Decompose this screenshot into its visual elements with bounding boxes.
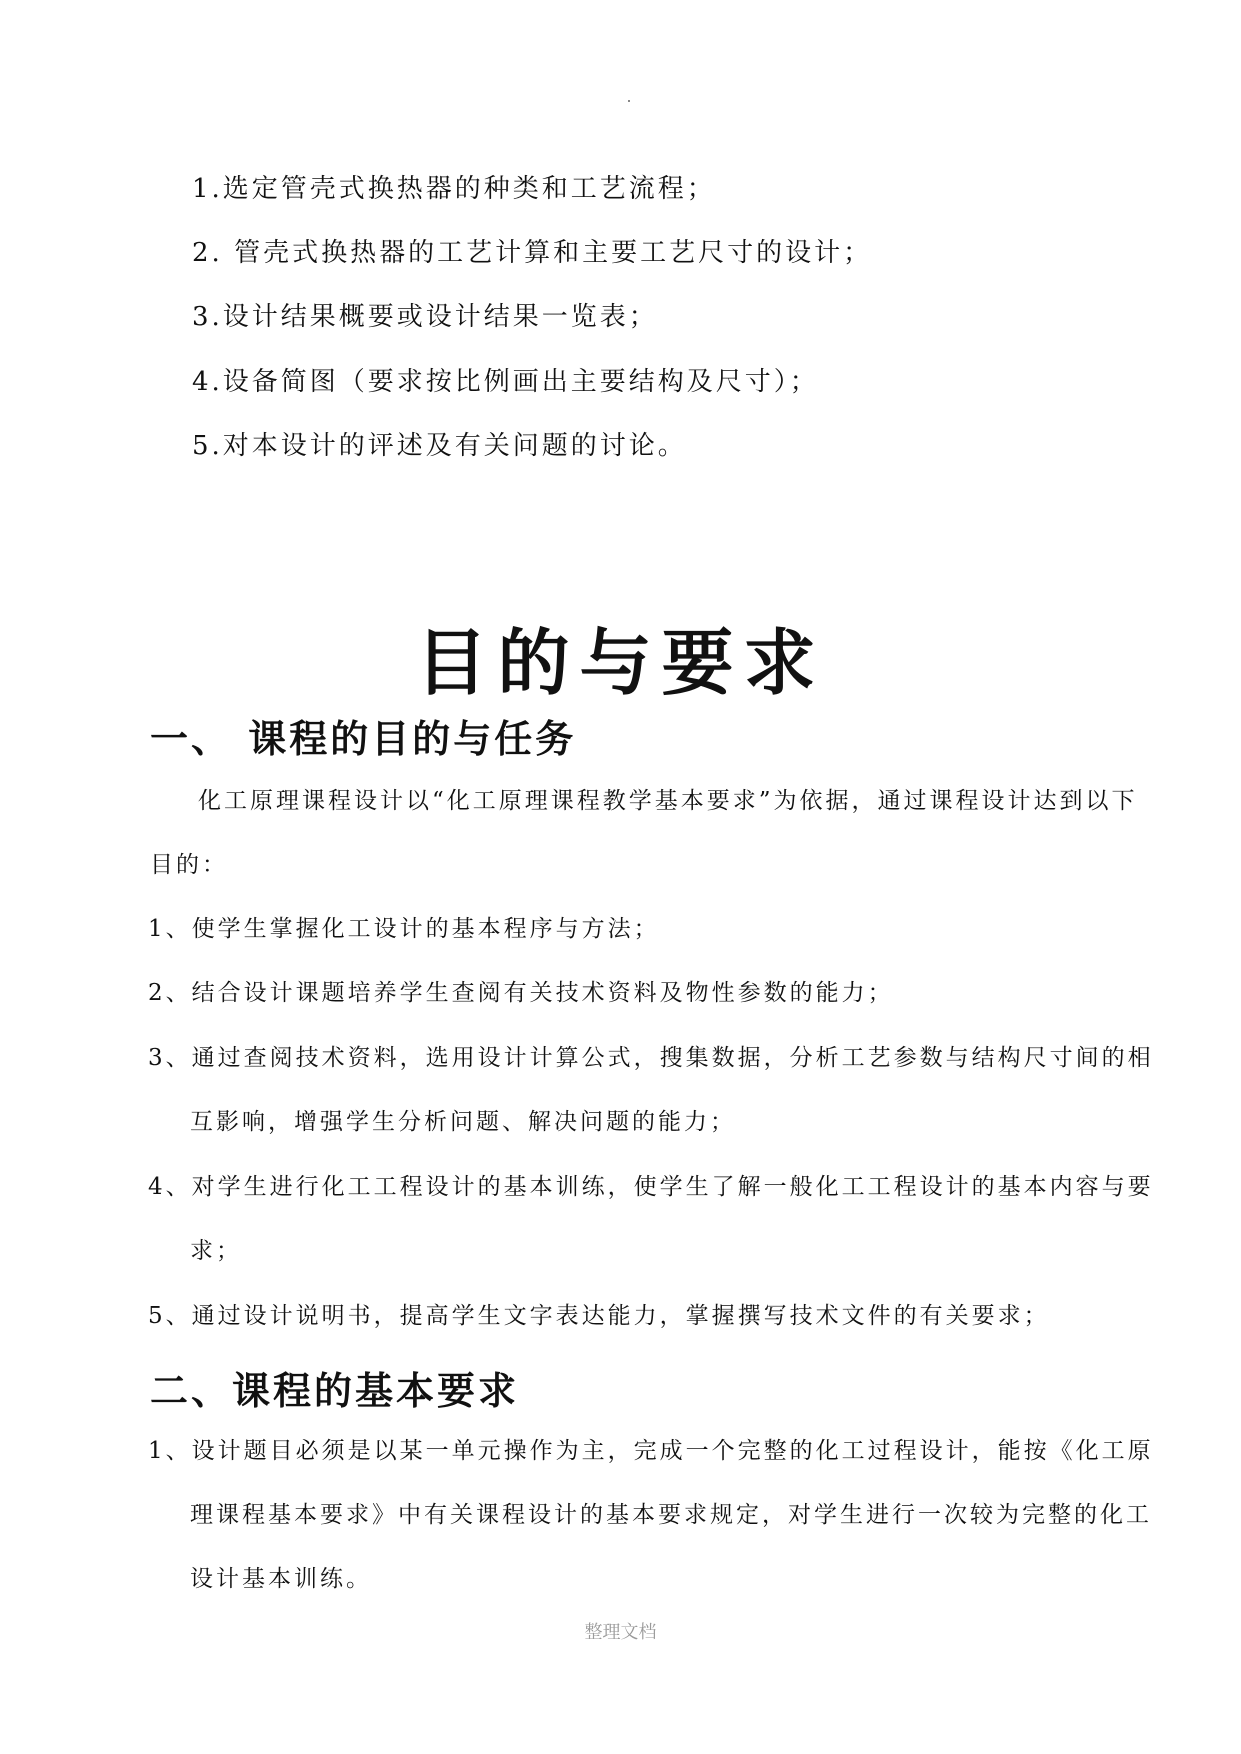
section1-intro-line2: 目的： [150, 852, 228, 878]
top-list-item-4: 4.设备简图（要求按比例画出主要结构及尺寸）； [192, 367, 819, 397]
section1-heading: 一、 课程的目的与任务 [150, 717, 577, 761]
section1-item-5: 5、通过设计说明书，提高学生文字表达能力，掌握撰写技术文件的有关要求； [148, 1303, 1050, 1329]
section1-intro-line1: 化工原理课程设计以“化工原理课程教学基本要求”为依据，通过课程设计达到以下 [198, 788, 1138, 814]
section2-item-1: 1、设计题目必须是以某一单元操作为主，完成一个完整的化工过程设计，能按《化工原 [148, 1438, 1154, 1464]
header-dot [628, 100, 630, 102]
top-list-item-1: 1.选定管壳式换热器的种类和工艺流程； [192, 174, 716, 204]
top-list-item-3: 3.设计结果概要或设计结果一览表； [192, 302, 658, 332]
top-list-item-5: 5.对本设计的评述及有关问题的讨论。 [192, 431, 687, 461]
section1-item-3-cont: 互影响，增强学生分析问题、解决问题的能力； [190, 1109, 736, 1135]
section1-item-4-cont: 求； [190, 1238, 242, 1264]
section2-item-1-cont2: 设计基本训练。 [190, 1566, 372, 1592]
section1-item-2: 2、结合设计课题培养学生查阅有关技术资料及物性参数的能力； [148, 980, 894, 1006]
page-title: 目的与要求 [415, 621, 826, 705]
section1-item-1: 1、使学生掌握化工设计的基本程序与方法； [148, 916, 660, 942]
top-list-item-2: 2. 管壳式换热器的工艺计算和主要工艺尺寸的设计； [192, 238, 873, 268]
footer-text: 整理文档 [584, 1622, 657, 1643]
section1-item-3: 3、通过查阅技术资料，选用设计计算公式，搜集数据，分析工艺参数与结构尺寸间的相 [148, 1045, 1154, 1071]
section2-heading: 二、课程的基本要求 [150, 1369, 520, 1413]
section2-item-1-cont1: 理课程基本要求》中有关课程设计的基本要求规定，对学生进行一次较为完整的化工 [190, 1502, 1152, 1528]
section1-item-4: 4、对学生进行化工工程设计的基本训练，使学生了解一般化工工程设计的基本内容与要 [148, 1174, 1154, 1200]
